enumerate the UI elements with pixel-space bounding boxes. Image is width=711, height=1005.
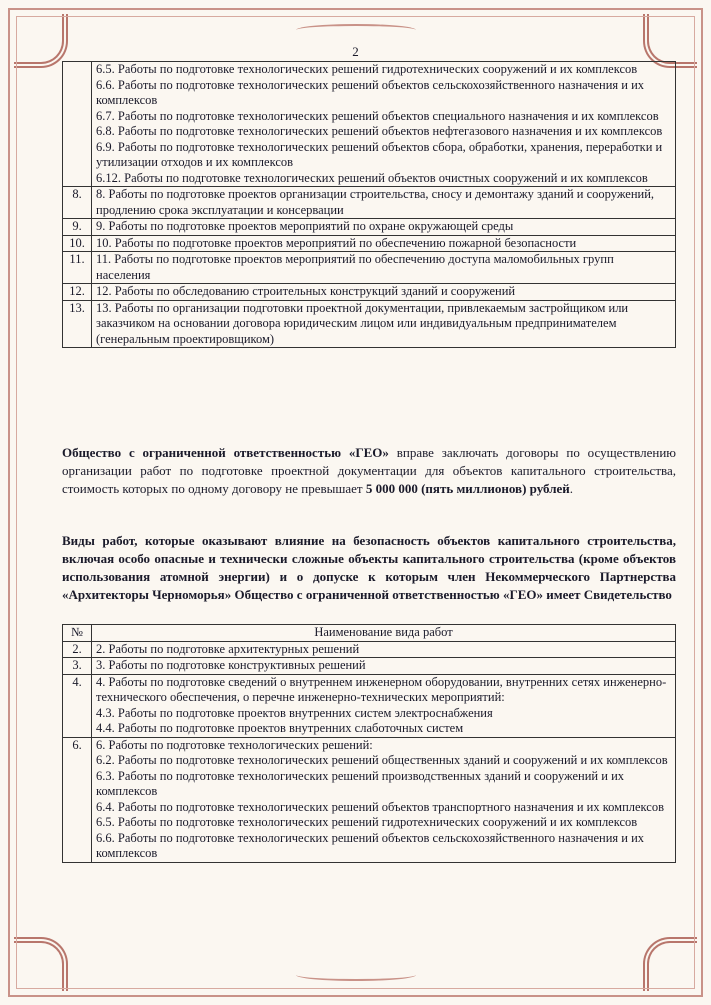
work-description <box>92 674 676 737</box>
page-number: 2 <box>352 44 359 59</box>
row-number: 6. <box>63 737 92 862</box>
work-item: 10. Работы по подготовке проектов мероприятий по обеспечению пожарной безопасности <box>96 235 577 250</box>
work-item: 12. Работы по обследованию строительных конструкций зданий и сооружений <box>96 284 516 298</box>
work-description <box>92 737 676 862</box>
work-item: 8. Работы по подготовке проектов организации строительства, сносу и демонтажу зданий и сооружений, продлению срока эксплуатации и консервации <box>96 187 655 217</box>
row-number: 4. <box>63 674 92 737</box>
work-item: 4.3. Работы по подготовке проектов внутренних систем электроснабжения <box>96 705 493 720</box>
work-description <box>92 300 676 348</box>
contract-text: вправе заключать договоры по осуществлению организации работ по подготовке проектной документации для объектов капитального строительства, стоимость которых по одному договору не превышает <box>62 445 676 496</box>
work-item: 9. Работы по подготовке проектов мероприятий по охране окружающей среды <box>96 219 514 233</box>
row-number: 12. <box>63 284 92 301</box>
table-row <box>63 300 676 348</box>
works-table-continued <box>62 61 676 348</box>
work-description <box>92 235 676 252</box>
work-item: 6.9. Работы по подготовке технологических решений объектов сбора, обработки, хранения, переработки и утилизации отходов и их комплексов <box>96 139 663 169</box>
row-number: 2. <box>63 641 92 658</box>
row-number <box>63 62 92 187</box>
work-item: 2. Работы по подготовке архитектурных решений <box>96 641 360 656</box>
table-row <box>63 641 676 658</box>
table-row <box>63 219 676 236</box>
work-item: 6. Работы по подготовке технологических решений: <box>96 737 373 752</box>
work-description <box>92 284 676 301</box>
safety-works-paragraph: Виды работ, которые оказывают влияние на безопасность объектов капитального строительства, включая особо опасные и технически сложные объекты капитального строительства (кроме объектов использования атомной энергии) и о допуске к которым член Некоммерческого Партнерства «Архитекторы Черноморья» Общество с ограниченной ответственностью «ГЕО» имеет Свидетельство <box>62 533 676 602</box>
work-item: 6.3. Работы по подготовке технологических решений производственных зданий и сооружений и их комплексов <box>96 768 625 798</box>
work-description <box>92 219 676 236</box>
work-item: 6.5. Работы по подготовке технологических решений гидротехнических сооружений и их комплексов <box>96 815 638 829</box>
table-header-row <box>63 625 676 642</box>
work-description <box>92 641 676 658</box>
header-work-name: Наименование вида работ <box>92 625 676 642</box>
contract-limit-paragraph: Общество с ограниченной ответственностью «ГЕО» вправе заключать договоры по осуществлению организации работ по подготовке проектной документации для объектов капитального строительства, стоимость которых по одному договору не превышает 5 000 000 (пять миллионов) рублей. <box>62 445 676 496</box>
table-row <box>63 187 676 219</box>
row-number: 10. <box>63 235 92 252</box>
work-item: 4.4. Работы по подготовке проектов внутренних слаботочных систем <box>96 721 464 735</box>
work-item: 6.12. Работы по подготовке технологических решений объектов очистных сооружений и их комплексов <box>96 170 648 185</box>
table-row <box>63 235 676 252</box>
work-item: 6.5. Работы по подготовке технологических решений гидротехнических сооружений и их комплексов <box>96 62 638 76</box>
row-number: 11. <box>63 252 92 284</box>
table-row <box>63 658 676 675</box>
row-number: 13. <box>63 300 92 348</box>
work-description <box>92 187 676 219</box>
company-name: Общество с ограниченной ответственностью «ГЕО» <box>62 445 389 460</box>
work-description <box>92 252 676 284</box>
header-number: № <box>63 625 92 642</box>
table-row <box>63 62 676 187</box>
work-item: 13. Работы по организации подготовки проектной документации, привлекаемым застройщиком или заказчиком на основании договора юридическим лицом или индивидуальным предпринимателем (генеральным проектировщиком) <box>96 300 629 346</box>
work-item: 6.8. Работы по подготовке технологических решений объектов нефтегазового назначения и их комплексов <box>96 124 663 138</box>
work-description <box>92 62 676 187</box>
work-item: 11. Работы по подготовке проектов мероприятий по обеспечению доступа маломобильных групп населения <box>96 252 614 282</box>
work-item: 6.7. Работы по подготовке технологических решений объектов специального назначения и их комплексов <box>96 108 659 123</box>
contract-amount: 5 000 000 (пять миллионов) рублей <box>365 481 570 496</box>
work-item: 6.4. Работы по подготовке технологических решений объектов транспортного назначения и их комплексов <box>96 799 665 814</box>
work-item: 3. Работы по подготовке конструктивных решений <box>96 658 366 672</box>
work-item: 4. Работы по подготовке сведений о внутреннем инженерном оборудовании, внутренних сетях инженерно-технического обеспечения, о перечне инженерно-технических мероприятий: <box>96 674 667 704</box>
work-item: 6.6. Работы по подготовке технологических решений объектов сельскохозяйственного назначения и их комплексов <box>96 77 645 107</box>
row-number: 9. <box>63 219 92 236</box>
work-item: 6.2. Работы по подготовке технологических решений общественных зданий и сооружений и их комплексов <box>96 753 668 767</box>
table-row <box>63 737 676 862</box>
table-row <box>63 674 676 737</box>
safety-works-table <box>62 624 676 863</box>
table-row <box>63 284 676 301</box>
table-row <box>63 252 676 284</box>
row-number: 3. <box>63 658 92 675</box>
work-item: 6.6. Работы по подготовке технологических решений объектов сельскохозяйственного назначения и их комплексов <box>96 830 645 860</box>
work-description <box>92 658 676 675</box>
row-number: 8. <box>63 187 92 219</box>
